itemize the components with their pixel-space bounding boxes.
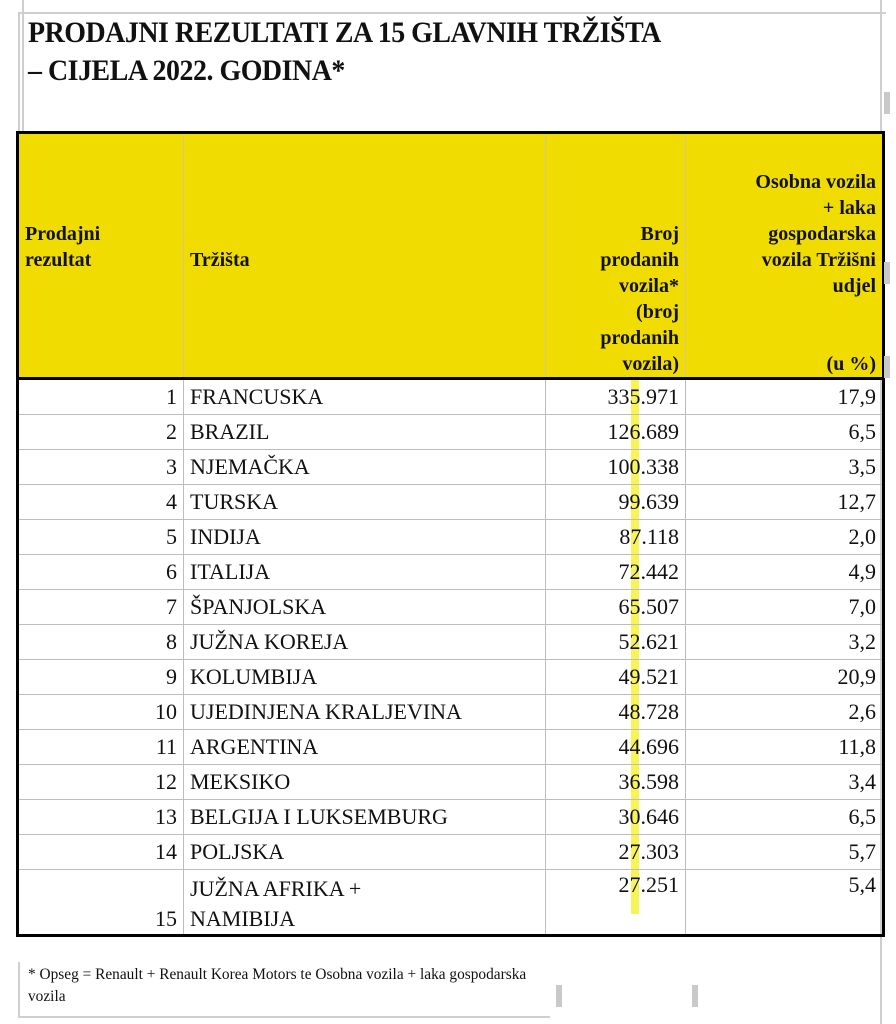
share-cell: 3,5 bbox=[686, 450, 884, 485]
rank-cell: 13 bbox=[18, 800, 184, 835]
market-cell: JUŽNA KOREJA bbox=[184, 625, 546, 660]
market-cell: ŠPANJOLSKA bbox=[184, 590, 546, 625]
table-row bbox=[18, 520, 884, 555]
rank-cell: 6 bbox=[18, 555, 184, 590]
rank-cell: 5 bbox=[18, 520, 184, 555]
footnote: * Opseg = Renault + Renault Korea Motors te Osobna vozila + laka gospodarska vozila bbox=[28, 966, 527, 1005]
header-market: Tržišta bbox=[184, 133, 546, 379]
table-row bbox=[18, 555, 884, 590]
market-cell: JUŽNA AFRIKA + NAMIBIJA bbox=[184, 870, 546, 936]
share-cell: 2,6 bbox=[686, 695, 884, 730]
table-row bbox=[18, 660, 884, 695]
margin-marker bbox=[884, 92, 890, 114]
rank-cell: 1 bbox=[18, 379, 184, 415]
units-cell: 335.971 bbox=[546, 379, 686, 415]
table-row bbox=[18, 590, 884, 625]
units-cell: 30.646 bbox=[546, 800, 686, 835]
title-line-2: – CIJELA 2022. GODINA* bbox=[28, 54, 345, 87]
units-cell: 52.621 bbox=[546, 625, 686, 660]
units-cell: 99.639 bbox=[546, 485, 686, 520]
rank-cell: 2 bbox=[18, 415, 184, 450]
share-cell: 6,5 bbox=[686, 800, 884, 835]
market-cell: FRANCUSKA bbox=[184, 379, 546, 415]
rank-cell: 14 bbox=[18, 835, 184, 870]
market-cell: BELGIJA I LUKSEMBURG bbox=[184, 800, 546, 835]
units-cell: 48.728 bbox=[546, 695, 686, 730]
units-cell: 65.507 bbox=[546, 590, 686, 625]
rank-cell: 7 bbox=[18, 590, 184, 625]
units-cell: 100.338 bbox=[546, 450, 686, 485]
rank-cell: 4 bbox=[18, 485, 184, 520]
table-row bbox=[18, 379, 884, 415]
share-cell: 3,4 bbox=[686, 765, 884, 800]
market-cell: ARGENTINA bbox=[184, 730, 546, 765]
share-cell: 11,8 bbox=[686, 730, 884, 765]
table-row bbox=[18, 485, 884, 520]
margin-marker bbox=[884, 262, 890, 284]
header-rank: Prodajni rezultat bbox=[18, 133, 184, 379]
market-cell: POLJSKA bbox=[184, 835, 546, 870]
margin-marker bbox=[884, 356, 890, 378]
share-cell: 3,2 bbox=[686, 625, 884, 660]
table-row bbox=[18, 835, 884, 870]
sales-table bbox=[16, 131, 885, 937]
units-cell: 36.598 bbox=[546, 765, 686, 800]
share-cell: 7,0 bbox=[686, 590, 884, 625]
units-cell: 72.442 bbox=[546, 555, 686, 590]
share-cell: 5,7 bbox=[686, 835, 884, 870]
margin-marker bbox=[556, 985, 562, 1007]
market-cell: UJEDINJENA KRALJEVINA bbox=[184, 695, 546, 730]
rank-cell: 9 bbox=[18, 660, 184, 695]
table-header-row bbox=[18, 133, 884, 379]
market-cell: KOLUMBIJA bbox=[184, 660, 546, 695]
table-row bbox=[18, 800, 884, 835]
units-cell: 44.696 bbox=[546, 730, 686, 765]
rank-cell: 11 bbox=[18, 730, 184, 765]
market-cell: MEKSIKO bbox=[184, 765, 546, 800]
share-cell: 12,7 bbox=[686, 485, 884, 520]
title-line-1: PRODAJNI REZULTATI ZA 15 GLAVNIH TRŽIŠTA bbox=[28, 16, 661, 49]
rank-cell: 15 bbox=[18, 870, 184, 936]
table-row bbox=[18, 695, 884, 730]
table-row bbox=[18, 450, 884, 485]
rank-cell: 12 bbox=[18, 765, 184, 800]
share-cell: 17,9 bbox=[686, 379, 884, 415]
rank-cell: 3 bbox=[18, 450, 184, 485]
table-row bbox=[18, 765, 884, 800]
share-cell: 4,9 bbox=[686, 555, 884, 590]
units-cell: 126.689 bbox=[546, 415, 686, 450]
page-title bbox=[28, 14, 819, 90]
units-cell: 49.521 bbox=[546, 660, 686, 695]
share-cell: 20,9 bbox=[686, 660, 884, 695]
table-row bbox=[18, 870, 884, 936]
table-row bbox=[18, 625, 884, 660]
share-cell: 5,4 bbox=[686, 870, 884, 936]
header-units: Broj prodanih vozila* (broj prodanih vozila) bbox=[546, 133, 686, 379]
market-cell: NJEMAČKA bbox=[184, 450, 546, 485]
grid-line bbox=[22, 0, 24, 132]
market-cell: TURSKA bbox=[184, 485, 546, 520]
header-share: Osobna vozila + laka gospodarska vozila Tržišni udjel (u %) bbox=[686, 133, 884, 379]
market-cell: INDIJA bbox=[184, 520, 546, 555]
market-cell: ITALIJA bbox=[184, 555, 546, 590]
margin-marker bbox=[692, 985, 698, 1007]
rank-cell: 10 bbox=[18, 695, 184, 730]
share-cell: 6,5 bbox=[686, 415, 884, 450]
table-row bbox=[18, 730, 884, 765]
share-cell: 2,0 bbox=[686, 520, 884, 555]
market-cell: BRAZIL bbox=[184, 415, 546, 450]
units-cell: 87.118 bbox=[546, 520, 686, 555]
units-cell: 27.303 bbox=[546, 835, 686, 870]
units-cell: 27.251 bbox=[546, 870, 686, 936]
rank-cell: 8 bbox=[18, 625, 184, 660]
table-row bbox=[18, 415, 884, 450]
